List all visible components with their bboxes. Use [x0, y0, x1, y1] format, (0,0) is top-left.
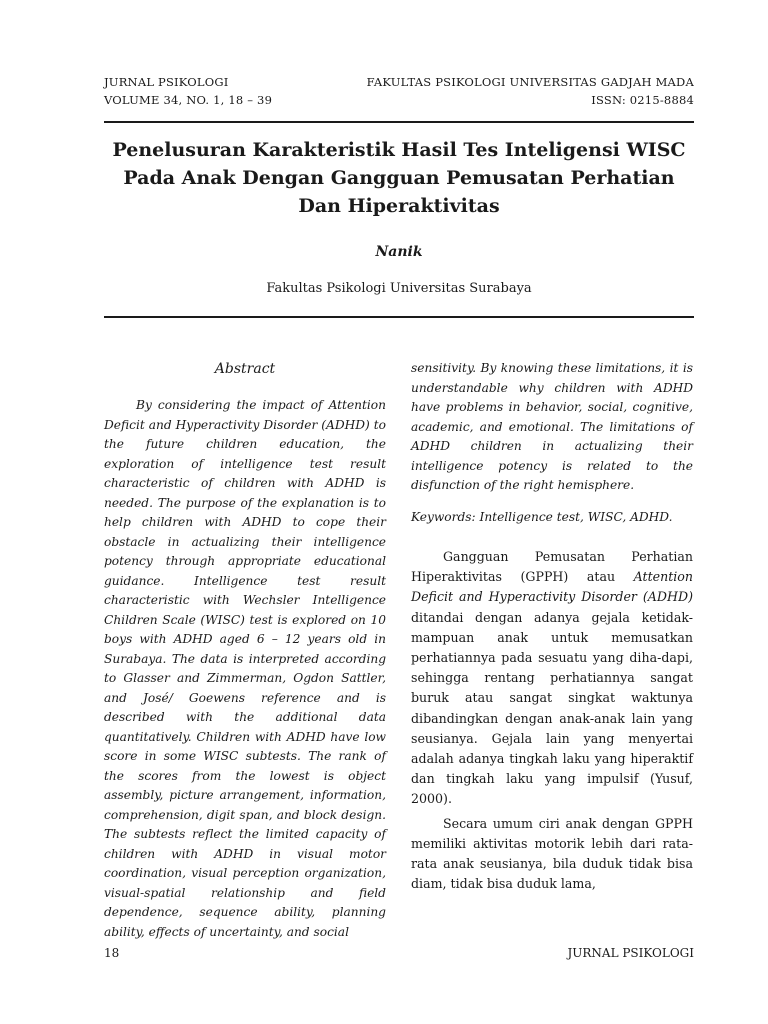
running-header-left [104, 73, 272, 109]
running-header-right [367, 73, 694, 109]
journal-name: JURNAL PSIKOLOGI [104, 75, 229, 89]
faculty-name: FAKULTAS PSIKOLOGI UNIVERSITAS GADJAH MADA [366, 75, 694, 89]
title-line-2: Pada Anak Dengan Gangguan Pemusatan Perhatian [123, 167, 675, 189]
abstract-text-continued: sensitivity. By knowing these limitations, it is understandable why children with ADHD have problems in behavior, social, cognitive, academic, and emotional. The limitations of ADHD children in actualizing their intelligence potency is related to the disfunction of the right hemisphere. [411, 361, 693, 492]
body-p1-term: Attention Deficit and Hyperactivity Disorder (ADHD) [411, 569, 693, 605]
abstract-heading: Abstract [214, 361, 276, 377]
body-paragraph-2: Secara umum ciri anak dengan GPPH memiliki aktivitas motorik lebih dari rata-rata anak seusianya, bila duduk tidak bisa diam, tidak bisa duduk lama, [411, 815, 693, 892]
body-p1-end: ditandai dengan adanya gejala ketidak-mampuan anak untuk memusatkan perhatiannya pada sesuatu yang diha-dapi, sehingga rentang perhatiannya sangat buruk atau sangat singkat waktunya dibandingkan dengan anak-anak lain yang seusianya. Gejala lain yang menyertai adalah adanya tingkah laku yang hiperaktif dan tingkah laku yang impulsif (Yusuf, 2000). [411, 609, 693, 807]
body-p1-start: Gangguan Pemusatan Perhatian Hiperaktivitas (GPPH) atau [411, 549, 693, 585]
keywords: Keywords: Intelligence test, WISC, ADHD. [411, 509, 673, 524]
right-column [411, 359, 693, 894]
volume-info: VOLUME 34, NO. 1, 18 – 39 [104, 93, 273, 107]
title-divider [104, 316, 694, 318]
footer-journal: JURNAL PSIKOLOGI [567, 946, 694, 960]
body-paragraph-1 [411, 547, 693, 810]
page-number: 18 [104, 946, 120, 960]
author-affiliation: Fakultas Psikologi Universitas Surabaya [266, 281, 532, 296]
article-title [104, 136, 694, 220]
title-line-1: Penelusuran Karakteristik Hasil Tes Inteligensi WISC [112, 139, 686, 161]
left-column [104, 396, 386, 942]
issn: ISSN: 0215-8884 [591, 93, 694, 107]
abstract-text: By considering the impact of Attention Deficit and Hyperactivity Disorder (ADHD) to the future children education, the exploration of intelligence test result characteristic of children with ADHD is needed. The purpose of the explanation is to help children with ADHD to cope their obstacle in actualizing their intelligence potency through appropriate educational guidance. Intelligence test result characteristic with Wechsler Intelligence Children Scale (WISC) test is explored on 10 boys with ADHD aged 6 – 12 years old in Surabaya. The data is interpreted according to Glasser and Zimmerman, Ogdon Sattler, and José/ Goewens reference and is described with the additional data quantitatively. Children with ADHD have low score in some WISC subtests. The rank of the scores from the lowest is object assembly, picture arrangement, information, comprehension, digit span, and block design. The subtests reflect the limited capacity of children with ADHD in visual motor coordination, visual perception organization, visual-spatial relationship and field dependence, sequence ability, planning ability, effects of uncertainty, and social [104, 398, 386, 939]
top-divider [104, 121, 694, 123]
author-name: Nanik [375, 244, 423, 260]
title-line-3: Dan Hiperaktivitas [298, 195, 500, 217]
